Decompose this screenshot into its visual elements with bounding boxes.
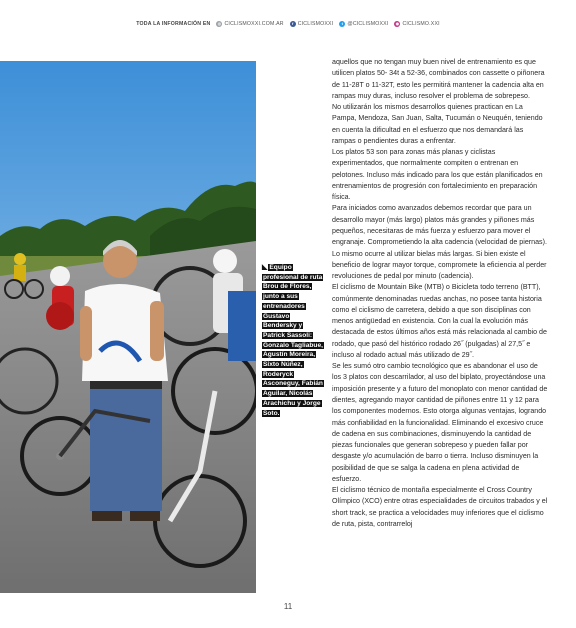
paragraph: Para iniciados como avanzados debemos recordar que para un desarrollo mayor (más largo) platos más grandes y piñones más pequeños, necesitaras de más fuerza y esfuerzo para mover el engranaje. Comprometiendo la alta cadencia (velocidad de piernas). bbox=[332, 204, 547, 247]
paragraph: Los platos 53 son para zonas más planas y ciclistas experimentados, que normalmente compiten o entrenan en pelotones. Incluso más indicado para los que están planificados en entrenamientos de progresión con fortalecimiento en preparación física. bbox=[332, 148, 543, 202]
header-link-label: @CICLISMOXXI bbox=[347, 21, 389, 27]
header-link-twitter[interactable] bbox=[339, 21, 388, 27]
paragraph: Lo mismo ocurre al utilizar bielas más largas. Si bien existe el beneficio de lograr mayor torque, compromete la eficiencia al perder revoluciones de pedal por minuto (cadencia). bbox=[332, 249, 547, 281]
team-photo bbox=[0, 61, 256, 593]
header-link-label: CICLISMOXXI bbox=[297, 21, 334, 27]
facebook-icon: f bbox=[290, 21, 296, 27]
paragraph: El ciclismo técnico de montaña especialmente el Cross Country Olímpico (XCO) entre otras especialidades de circuitos trabados y el short track, se practica a velocidades muy inferiores que el ciclismo de ruta, pista, contrarreloj bbox=[332, 486, 548, 528]
paragraph: Se les sumó otro cambio tecnológico que es abandonar el uso de los 3 platos con descarrilador, al uso del biplato, proyectándose una imposición presente y a futuro del monoplato con menor cantidad de dientes, agregando mayor cantidad de piñones entre 11 y 12 para los componentes modernos. Esto otorga algunas ventajas, logrando más confiabilidad en la funcionalidad. Eliminando el excesivo cruce de cadena en sus combinaciones, disminuyendo la cantidad de piezas funcionales que generan sobrepeso y pueden fallar por desgaste y/o acumulación de barro o tierra. Incluso disminuyen la posibilidad de que se salga la cadena en plena actividad de esfuerzo. bbox=[332, 362, 548, 483]
header-lead: TODA LA INFORMACIÓN EN bbox=[136, 21, 211, 27]
page-number: 11 bbox=[283, 602, 293, 611]
paragraph: El ciclismo de Mountain Bike (MTB) o Bicicleta todo terreno (BTT), comúnmente denominadas ruedas anchas, no posee tanta historia como el ciclismo de carretera, debido a que son disciplinas con menos antigüedad en existencia. Con la cual la evolución más destacada de estos últimos años está más relacionada al cambio de rodado, que pasó del histórico rodado 26˝ (pulgadas) al 27,5˝ e incluso al rodado actual más utilizado de 29˝. bbox=[332, 283, 547, 359]
paragraph: No utilizarán los mismos desarrollos quienes practican en La Pampa, Mendoza, San Juan, Salta, Tucumán o Neuquén, teniendo en cuenta la dificultad en el esfuerzo que nos demandará las rampas o pendientes duras a enfrentar. bbox=[332, 103, 543, 145]
article-body bbox=[332, 57, 548, 530]
twitter-icon: t bbox=[339, 21, 345, 27]
instagram-icon: ◉ bbox=[395, 21, 400, 26]
header-link-instagram[interactable] bbox=[394, 21, 439, 27]
page-header bbox=[0, 17, 576, 31]
paragraph: aquellos que no tengan muy buen nivel de entrenamiento es que utilicen platos 50- 34t a 52-36, combinados con cassette o piñonera de 11-28T o 11-32T, esto les permitirá mantener la cadencia alta en rampas muy duras, incluso resolver el problema de sobrepeso. bbox=[332, 58, 545, 100]
globe-icon: ◎ bbox=[217, 21, 222, 26]
caption-arrow-icon: ◣ bbox=[262, 264, 268, 271]
header-link-label: CICLISMOXXI.COM.AR bbox=[224, 21, 284, 27]
header-link-web[interactable] bbox=[216, 21, 283, 27]
caption-text: Equipo profesional de ruta Brou de Flores, junto a sus entrenadores Gustavo Bendersky y Patrick Sassoli: Gonzalo Tagliabue, Agustín Moreira, Sixto Núñez, Roderyck Asconeguy, Fabián Aguilar, Nicolás Arachichu y Jorge Soto. bbox=[263, 264, 323, 417]
photo-caption bbox=[262, 263, 324, 418]
header-link-label: CICLISMO.XXI bbox=[402, 21, 440, 27]
header-link-facebook[interactable] bbox=[290, 21, 334, 27]
